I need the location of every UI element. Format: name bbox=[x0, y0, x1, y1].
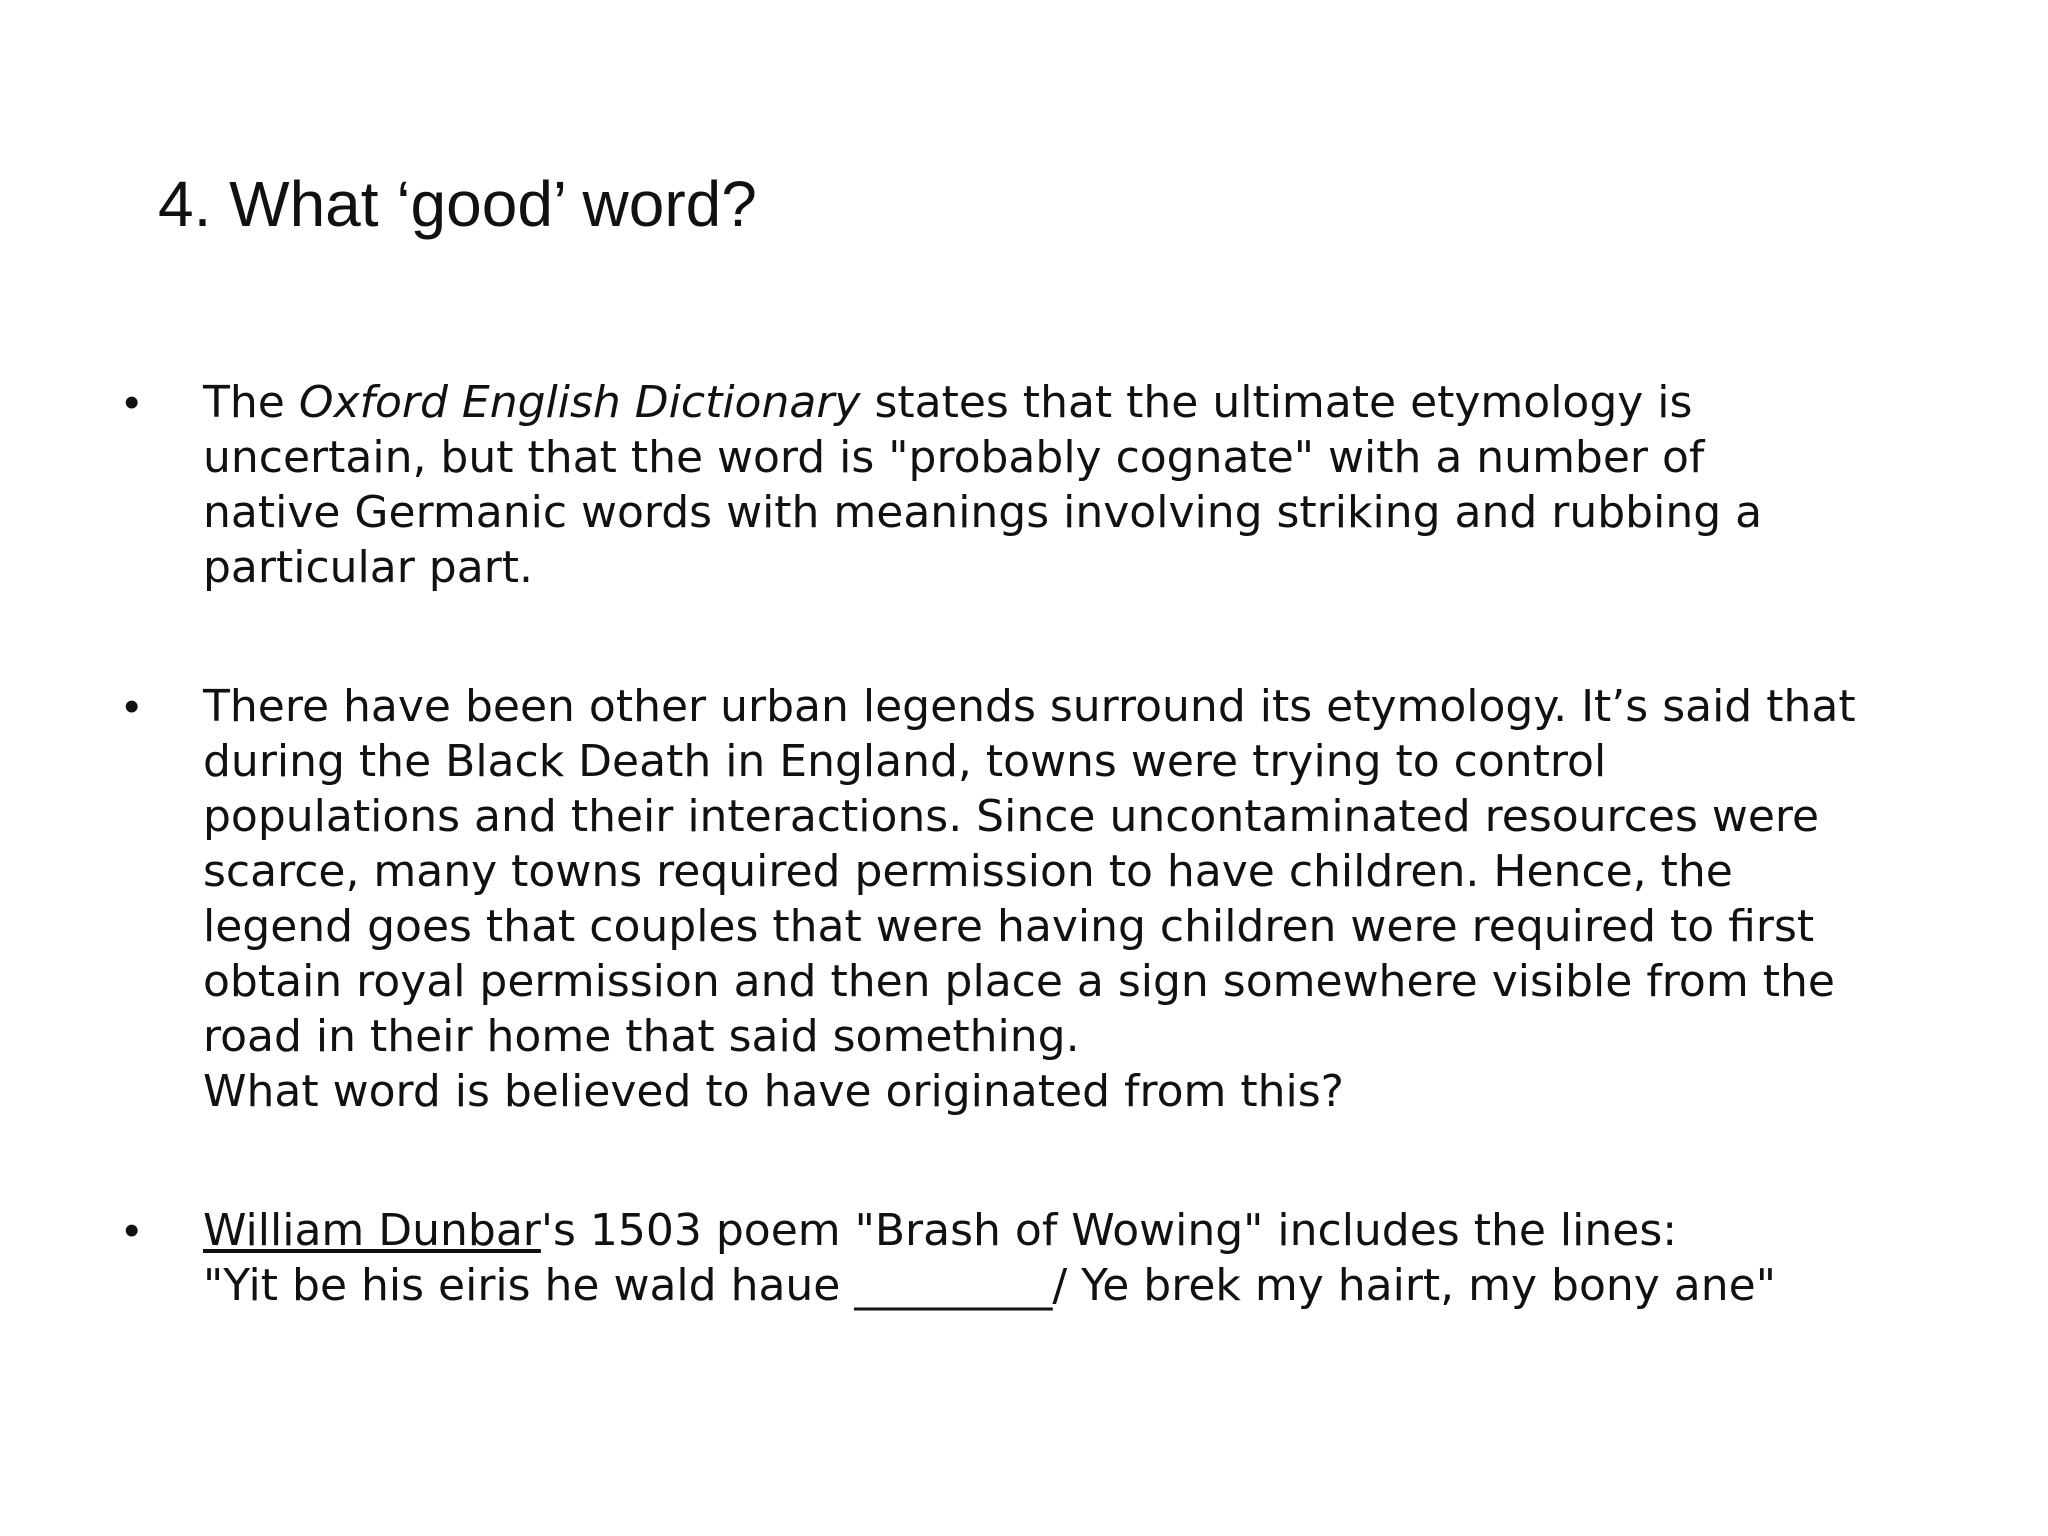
bullet-icon: • bbox=[124, 682, 140, 731]
bullet-line: legend goes that couples that were having children were required to first bbox=[203, 901, 1815, 952]
bullet-line: obtain royal permission and then place a sign somewhere visible from the bbox=[203, 956, 1835, 1007]
text-run: states that the ultimate etymology is bbox=[860, 377, 1693, 428]
bullet-line: There have been other urban legends surround its etymology. It’s said that bbox=[203, 681, 1856, 732]
bullet-icon: • bbox=[124, 1206, 140, 1255]
text-run: 's 1503 poem "Brash of Wowing" includes the lines: bbox=[540, 1205, 1678, 1256]
text-run: The bbox=[203, 377, 299, 428]
bullet-line: populations and their interactions. Since uncontaminated resources were bbox=[203, 791, 1820, 842]
bullet-line bbox=[203, 375, 1963, 430]
bullet-text bbox=[203, 679, 1963, 1119]
bullet-line: during the Black Death in England, towns were trying to control bbox=[203, 736, 1607, 787]
bullet-text bbox=[203, 375, 1963, 595]
bullet-line bbox=[203, 1203, 1963, 1258]
bullet-line: native Germanic words with meanings involving striking and rubbing a bbox=[203, 487, 1763, 538]
bullet-line: What word is believed to have originated from this? bbox=[203, 1066, 1345, 1117]
slide-title: 4. What ‘good’ word? bbox=[158, 168, 757, 240]
bullet-line: uncertain, but that the word is "probably cognate" with a number of bbox=[203, 432, 1705, 483]
bullet-text bbox=[203, 1203, 1963, 1313]
bullet-line: particular part. bbox=[203, 542, 534, 593]
william-dunbar-link[interactable]: William Dunbar bbox=[203, 1205, 541, 1256]
bullet-icon: • bbox=[124, 378, 140, 427]
book-title-italic: Oxford English Dictionary bbox=[298, 377, 861, 428]
bullet-line: scarce, many towns required permission to have children. Hence, the bbox=[203, 846, 1733, 897]
bullet-line: "Yit be his eiris he wald haue _________/ Ye brek my hairt, my bony ane" bbox=[203, 1260, 1776, 1311]
bullet-line: road in their home that said something. bbox=[203, 1011, 1080, 1062]
